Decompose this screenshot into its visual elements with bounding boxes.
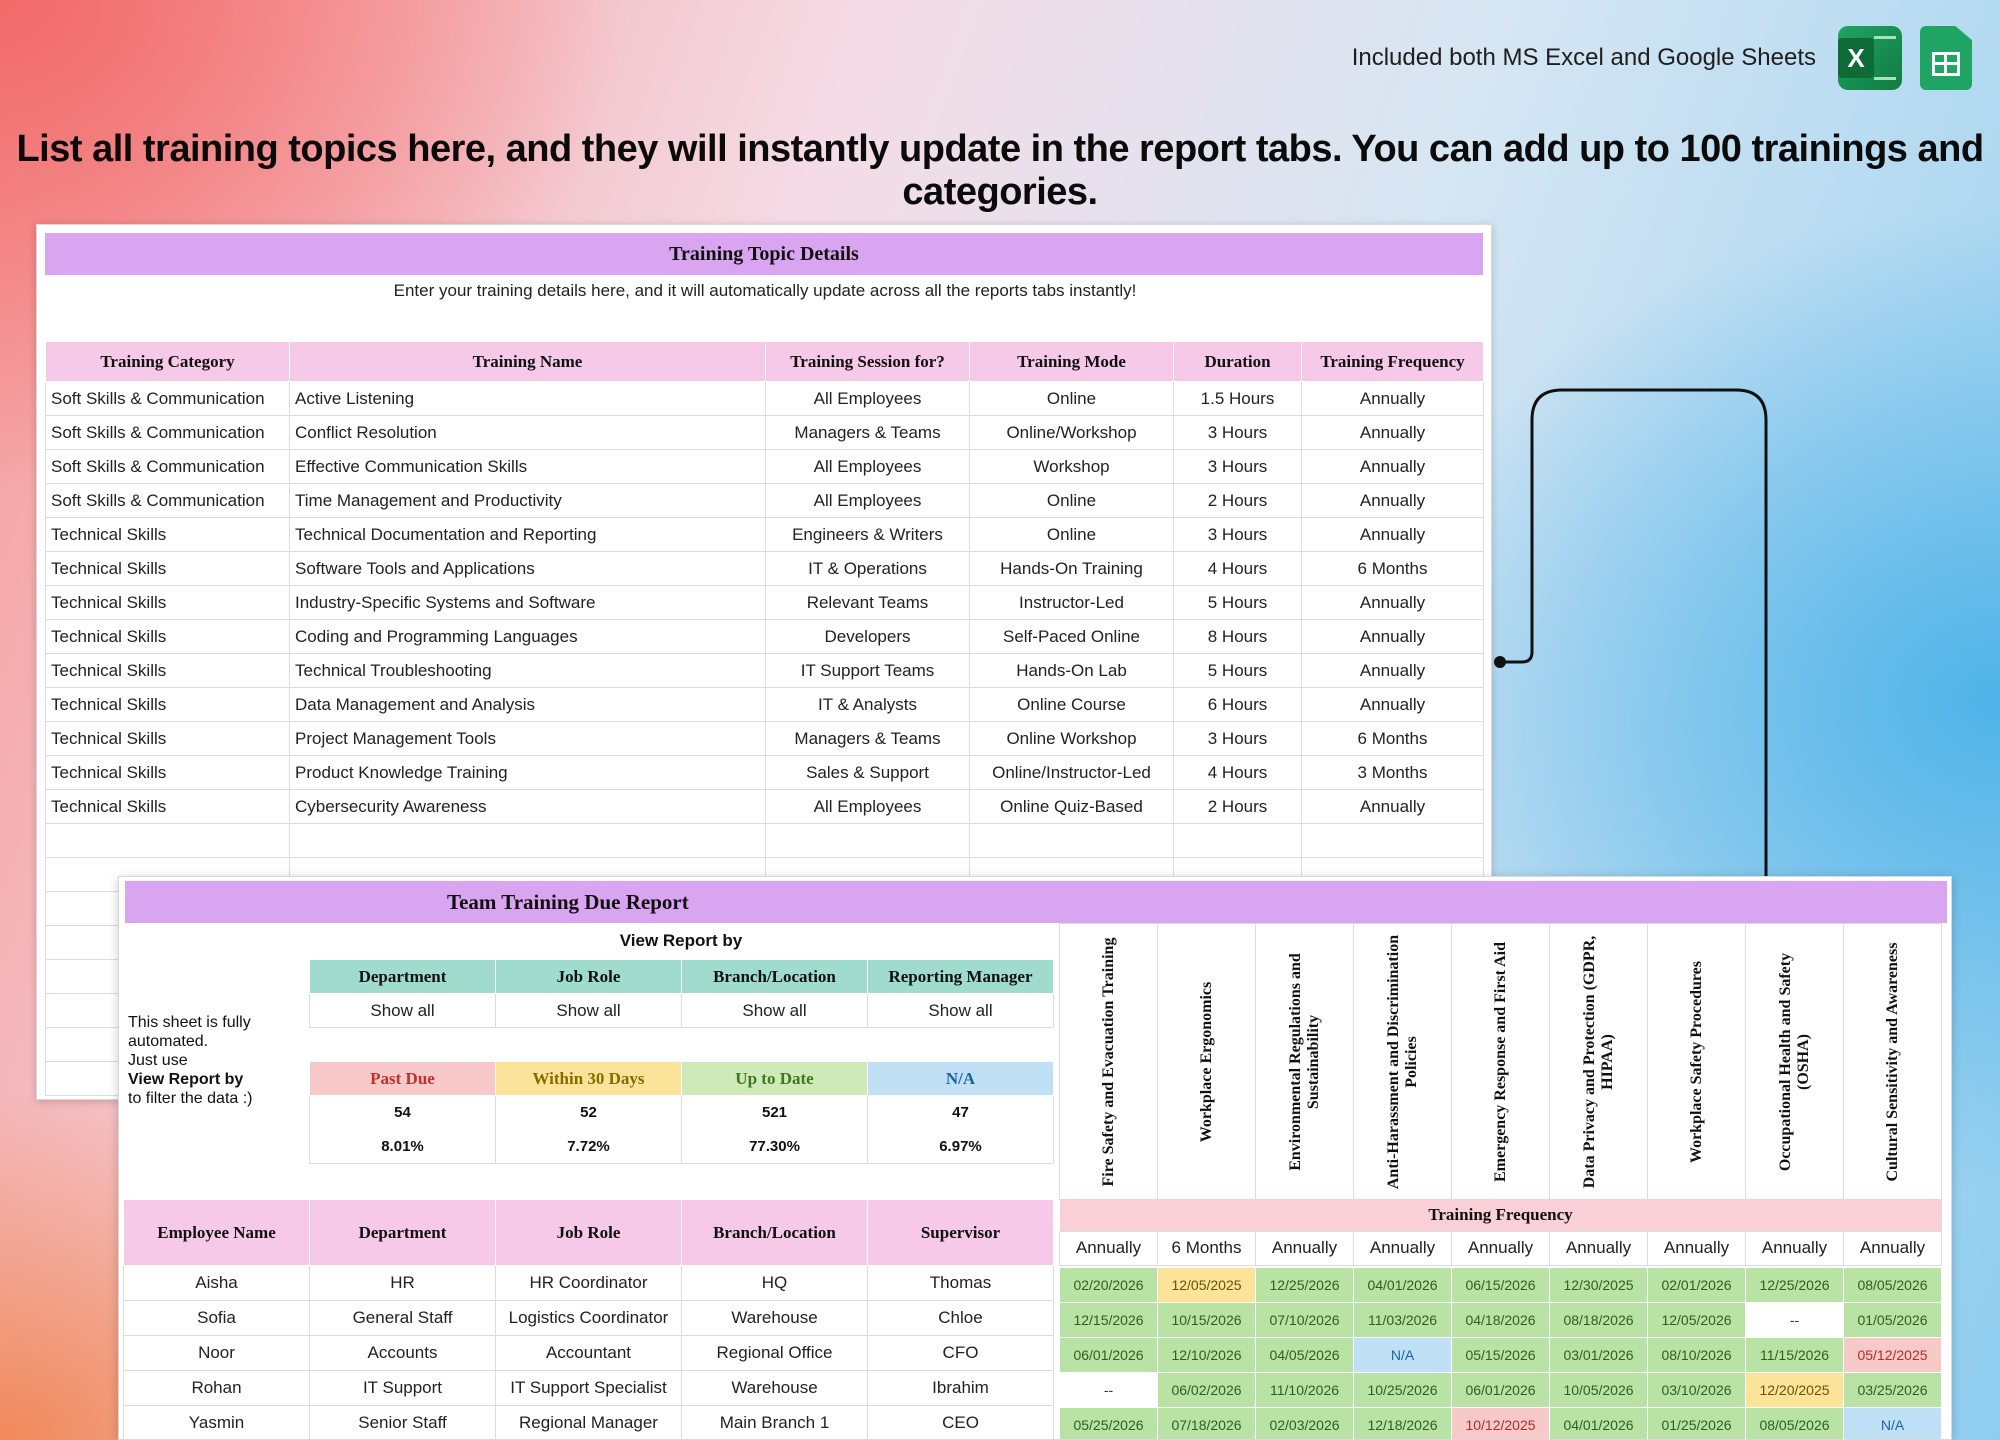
employee-table	[123, 1199, 1054, 1440]
training-column-header	[1452, 924, 1550, 1200]
table-cell[interactable]: Online Quiz-Based	[970, 790, 1174, 824]
table-cell[interactable]: 1.5 Hours	[1174, 382, 1302, 416]
due-date-cell[interactable]: 08/10/2026	[1648, 1338, 1746, 1373]
due-date-cell[interactable]: 06/01/2026	[1060, 1338, 1158, 1373]
table-cell[interactable]: Annually	[1302, 382, 1484, 416]
training-column-header	[1354, 924, 1452, 1200]
frequency-cell: Annually	[1648, 1231, 1746, 1265]
table-cell[interactable]: CFO	[868, 1336, 1054, 1371]
table-cell[interactable]: Workshop	[970, 450, 1174, 484]
table-cell[interactable]: All Employees	[766, 450, 970, 484]
headline: List all training topics here, and they will instantly update in the report tabs. You can add up to 100 trainings and categories.	[16, 128, 1984, 213]
table-cell[interactable]: Chloe	[868, 1301, 1054, 1336]
table-cell[interactable]: Regional Manager	[496, 1406, 682, 1440]
table-cell[interactable]: Software Tools and Applications	[290, 552, 766, 586]
table-cell[interactable]: HR Coordinator	[496, 1266, 682, 1301]
header-note: Included both MS Excel and Google Sheets	[1351, 44, 1816, 71]
due-date-row	[1060, 1373, 1942, 1408]
table-cell[interactable]: General Staff	[310, 1301, 496, 1336]
due-date-cell[interactable]: 10/15/2026	[1158, 1303, 1256, 1338]
table-cell[interactable]: 6 Months	[1302, 552, 1484, 586]
table-cell[interactable]: Senior Staff	[310, 1406, 496, 1440]
table-cell[interactable]: Online	[970, 484, 1174, 518]
status-percent: 77.30%	[682, 1130, 868, 1164]
due-date-cell[interactable]: 07/18/2026	[1158, 1408, 1256, 1440]
table-cell[interactable]: Time Management and Productivity	[290, 484, 766, 518]
due-date-cell[interactable]: 12/15/2026	[1060, 1303, 1158, 1338]
due-date-row	[1060, 1408, 1942, 1440]
due-date-cell[interactable]: 03/01/2026	[1550, 1338, 1648, 1373]
table-cell[interactable]: Annually	[1302, 654, 1484, 688]
due-date-cell[interactable]: N/A	[1354, 1338, 1452, 1373]
due-date-cell[interactable]: 03/25/2026	[1844, 1373, 1942, 1408]
table-cell[interactable]: 2 Hours	[1174, 790, 1302, 824]
due-date-cell[interactable]: 10/25/2026	[1354, 1373, 1452, 1408]
table-row	[124, 1301, 1054, 1336]
table-cell[interactable]: IT & Analysts	[766, 688, 970, 722]
table-cell[interactable]: Technical Skills	[46, 790, 290, 824]
due-date-cell[interactable]: 03/10/2026	[1648, 1373, 1746, 1408]
due-date-cell[interactable]: 12/25/2026	[1746, 1268, 1844, 1303]
column-header: Branch/Location	[682, 1200, 868, 1266]
status-percent: 7.72%	[496, 1130, 682, 1164]
excel-letter: X	[1838, 38, 1874, 78]
table-cell[interactable]: Online	[970, 518, 1174, 552]
filter-dropdown[interactable]: Show all	[682, 994, 868, 1028]
table-cell[interactable]: Technical Troubleshooting	[290, 654, 766, 688]
due-date-cell[interactable]: 04/01/2026	[1550, 1408, 1648, 1440]
due-date-cell[interactable]: 05/12/2025	[1844, 1338, 1942, 1373]
table-cell[interactable]: Technical Documentation and Reporting	[290, 518, 766, 552]
table-cell[interactable]: All Employees	[766, 484, 970, 518]
filter-label: Branch/Location	[682, 960, 868, 994]
table-cell[interactable]: 6 Hours	[1174, 688, 1302, 722]
due-date-cell[interactable]: 04/18/2026	[1452, 1303, 1550, 1338]
filter-label: Job Role	[496, 960, 682, 994]
table-row	[124, 1371, 1054, 1406]
table-cell[interactable]: Technical Skills	[46, 518, 290, 552]
due-date-row	[1060, 1338, 1942, 1373]
status-label: N/A	[868, 1062, 1054, 1096]
table-cell[interactable]: Effective Communication Skills	[290, 450, 766, 484]
table-cell[interactable]: Engineers & Writers	[766, 518, 970, 552]
table-cell[interactable]: Technical Skills	[46, 654, 290, 688]
table-cell[interactable]: 5 Hours	[1174, 654, 1302, 688]
due-dates-grid	[1059, 1267, 1942, 1440]
table-cell[interactable]: Self-Paced Online	[970, 620, 1174, 654]
due-date-cell[interactable]: 01/05/2026	[1844, 1303, 1942, 1338]
table-cell[interactable]: Active Listening	[290, 382, 766, 416]
table-cell[interactable]: CEO	[868, 1406, 1054, 1440]
table-cell[interactable]: Ibrahim	[868, 1371, 1054, 1406]
due-date-cell[interactable]: 04/05/2026	[1256, 1338, 1354, 1373]
sheet-title: Training Topic Details	[45, 233, 1483, 275]
column-header: Training Frequency	[1302, 342, 1484, 382]
status-label: Within 30 Days	[496, 1062, 682, 1096]
due-date-cell[interactable]: --	[1060, 1373, 1158, 1408]
table-cell[interactable]: Annually	[1302, 484, 1484, 518]
frequency-cell: Annually	[1060, 1231, 1158, 1265]
table-cell[interactable]: Hands-On Lab	[970, 654, 1174, 688]
table-cell[interactable]: Annually	[1302, 518, 1484, 552]
table-cell[interactable]: All Employees	[766, 790, 970, 824]
due-date-cell[interactable]: 12/25/2026	[1256, 1268, 1354, 1303]
table-cell[interactable]: Yasmin	[124, 1406, 310, 1440]
status-count: 54	[310, 1096, 496, 1130]
training-column-label: Workplace Safety Procedures	[1687, 960, 1705, 1163]
status-count: 47	[868, 1096, 1054, 1130]
status-label: Up to Date	[682, 1062, 868, 1096]
due-date-cell[interactable]: 02/01/2026	[1648, 1268, 1746, 1303]
team-training-due-report	[118, 876, 1952, 1440]
table-cell[interactable]: 3 Hours	[1174, 416, 1302, 450]
table-cell[interactable]: Technical Skills	[46, 620, 290, 654]
column-header: Supervisor	[868, 1200, 1054, 1266]
column-header: Employee Name	[124, 1200, 310, 1266]
table-cell[interactable]: Technical Skills	[46, 722, 290, 756]
status-label: Past Due	[310, 1062, 496, 1096]
filter-dropdown[interactable]: Show all	[868, 994, 1054, 1028]
table-cell[interactable]: Coding and Programming Languages	[290, 620, 766, 654]
table-row	[124, 1406, 1054, 1440]
status-summary-table	[309, 1061, 1054, 1164]
due-date-cell[interactable]: 10/05/2026	[1550, 1373, 1648, 1408]
table-cell[interactable]: Managers & Teams	[766, 722, 970, 756]
table-cell[interactable]: 4 Hours	[1174, 552, 1302, 586]
table-cell[interactable]: Product Knowledge Training	[290, 756, 766, 790]
table-cell[interactable]: Accounts	[310, 1336, 496, 1371]
training-column-header	[1158, 924, 1256, 1200]
training-column-header	[1060, 924, 1158, 1200]
training-column-header	[1256, 924, 1354, 1200]
table-cell[interactable]: IT Support Teams	[766, 654, 970, 688]
table-cell[interactable]: Data Management and Analysis	[290, 688, 766, 722]
due-date-cell[interactable]: 02/20/2026	[1060, 1268, 1158, 1303]
table-cell[interactable]: Warehouse	[682, 1301, 868, 1336]
table-cell[interactable]: Aisha	[124, 1266, 310, 1301]
frequency-cell: Annually	[1354, 1231, 1452, 1265]
training-column-label: Occupational Health and Safety (OSHA)	[1776, 952, 1812, 1171]
filter-table	[309, 959, 1054, 1028]
due-date-cell[interactable]: 11/03/2026	[1354, 1303, 1452, 1338]
table-cell[interactable]: Soft Skills & Communication	[46, 416, 290, 450]
frequency-cell: Annually	[1452, 1231, 1550, 1265]
table-cell[interactable]: Main Branch 1	[682, 1406, 868, 1440]
table-cell[interactable]: 3 Hours	[1174, 722, 1302, 756]
table-cell[interactable]: Technical Skills	[46, 586, 290, 620]
due-date-cell[interactable]: 06/01/2026	[1452, 1373, 1550, 1408]
column-header: Training Mode	[970, 342, 1174, 382]
table-cell[interactable]: Online Course	[970, 688, 1174, 722]
table-cell[interactable]: Relevant Teams	[766, 586, 970, 620]
due-date-cell[interactable]: 12/05/2025	[1158, 1268, 1256, 1303]
status-percent: 6.97%	[868, 1130, 1054, 1164]
table-cell[interactable]: 3 Hours	[1174, 518, 1302, 552]
due-date-cell[interactable]: 04/01/2026	[1354, 1268, 1452, 1303]
table-cell[interactable]: Conflict Resolution	[290, 416, 766, 450]
table-row	[124, 1266, 1054, 1301]
due-date-cell[interactable]: N/A	[1844, 1408, 1942, 1440]
sheet-subtitle: Enter your training details here, and it will automatically update across all the reports tabs instantly!	[393, 281, 1137, 300]
table-cell[interactable]: Developers	[766, 620, 970, 654]
table-cell[interactable]: Annually	[1302, 620, 1484, 654]
frequency-cell: Annually	[1746, 1231, 1844, 1265]
table-cell[interactable]: 3 Months	[1302, 756, 1484, 790]
training-column-label: Environmental Regulations and Sustainability	[1286, 952, 1322, 1171]
training-column-label: Fire Safety and Evacuation Training	[1099, 937, 1117, 1186]
due-date-cell[interactable]: 05/15/2026	[1452, 1338, 1550, 1373]
table-cell[interactable]: All Employees	[766, 382, 970, 416]
table-cell[interactable]: Technical Skills	[46, 756, 290, 790]
training-column-header	[1648, 924, 1746, 1200]
due-date-cell[interactable]: 11/10/2026	[1256, 1373, 1354, 1408]
table-cell[interactable]: Regional Office	[682, 1336, 868, 1371]
table-cell[interactable]: Noor	[124, 1336, 310, 1371]
due-date-cell[interactable]: 01/25/2026	[1648, 1408, 1746, 1440]
table-cell[interactable]: Cybersecurity Awareness	[290, 790, 766, 824]
table-cell[interactable]: Annually	[1302, 450, 1484, 484]
frequency-cell: Annually	[1844, 1231, 1942, 1265]
status-count: 521	[682, 1096, 868, 1130]
training-column-label: Anti-Harassment and Discrimination Policies	[1384, 934, 1420, 1189]
column-header: Department	[310, 1200, 496, 1266]
due-date-cell[interactable]: 07/10/2026	[1256, 1303, 1354, 1338]
training-column-header	[1550, 924, 1648, 1200]
column-header: Training Name	[290, 342, 766, 382]
table-cell[interactable]: Thomas	[868, 1266, 1054, 1301]
filter-label: Department	[310, 960, 496, 994]
due-date-cell[interactable]: 12/10/2026	[1158, 1338, 1256, 1373]
table-cell[interactable]: IT & Operations	[766, 552, 970, 586]
training-column-label: Data Privacy and Protection (GDPR, HIPAA)	[1580, 935, 1616, 1188]
status-percent: 8.01%	[310, 1130, 496, 1164]
column-header: Training Category	[46, 342, 290, 382]
table-cell[interactable]: Online	[970, 382, 1174, 416]
table-cell[interactable]: Accountant	[496, 1336, 682, 1371]
table-cell[interactable]: Instructor-Led	[970, 586, 1174, 620]
table-cell[interactable]: Technical Skills	[46, 688, 290, 722]
due-date-cell[interactable]: --	[1746, 1303, 1844, 1338]
due-date-cell[interactable]: 08/18/2026	[1550, 1303, 1648, 1338]
due-date-row	[1060, 1303, 1942, 1338]
table-cell[interactable]: 3 Hours	[1174, 450, 1302, 484]
table-cell[interactable]: Technical Skills	[46, 552, 290, 586]
training-frequency-table	[1059, 1199, 1942, 1266]
filter-dropdown[interactable]: Show all	[310, 994, 496, 1028]
table-cell[interactable]: Annually	[1302, 790, 1484, 824]
frequency-cell: Annually	[1256, 1231, 1354, 1265]
due-date-cell[interactable]: 11/15/2026	[1746, 1338, 1844, 1373]
table-cell[interactable]: Logistics Coordinator	[496, 1301, 682, 1336]
training-column-label: Cultural Sensitivity and Awareness	[1883, 942, 1901, 1181]
due-date-cell[interactable]: 02/03/2026	[1256, 1408, 1354, 1440]
training-column-label: Workplace Ergonomics	[1197, 981, 1215, 1142]
table-cell[interactable]: Online/Instructor-Led	[970, 756, 1174, 790]
due-date-cell[interactable]: 12/20/2025	[1746, 1373, 1844, 1408]
status-count: 52	[496, 1096, 682, 1130]
table-cell[interactable]: Annually	[1302, 416, 1484, 450]
training-column-header	[1746, 924, 1844, 1200]
column-header: Job Role	[496, 1200, 682, 1266]
table-cell[interactable]: 8 Hours	[1174, 620, 1302, 654]
column-header: Training Session for?	[766, 342, 970, 382]
table-cell[interactable]: HR	[310, 1266, 496, 1301]
filter-label: Reporting Manager	[868, 960, 1054, 994]
table-cell[interactable]: Sofia	[124, 1301, 310, 1336]
table-cell[interactable]: 4 Hours	[1174, 756, 1302, 790]
table-cell[interactable]: Soft Skills & Communication	[46, 484, 290, 518]
due-date-row	[1060, 1268, 1942, 1303]
table-cell[interactable]: Rohan	[124, 1371, 310, 1406]
training-column-header	[1844, 924, 1942, 1200]
due-date-cell[interactable]: 12/05/2026	[1648, 1303, 1746, 1338]
table-cell[interactable]: Online Workshop	[970, 722, 1174, 756]
table-row	[124, 1336, 1054, 1371]
frequency-cell: 6 Months	[1158, 1231, 1256, 1265]
due-date-cell[interactable]: 08/05/2026	[1746, 1408, 1844, 1440]
table-cell[interactable]: IT Support	[310, 1371, 496, 1406]
table-cell[interactable]: Sales & Support	[766, 756, 970, 790]
due-date-cell[interactable]: 12/18/2026	[1354, 1408, 1452, 1440]
view-report-by-label: View Report by	[619, 931, 743, 950]
table-cell[interactable]: Managers & Teams	[766, 416, 970, 450]
table-cell[interactable]: HQ	[682, 1266, 868, 1301]
table-cell[interactable]: 2 Hours	[1174, 484, 1302, 518]
due-date-cell[interactable]: 08/05/2026	[1844, 1268, 1942, 1303]
due-date-cell[interactable]: 06/02/2026	[1158, 1373, 1256, 1408]
due-date-cell[interactable]: 06/15/2026	[1452, 1268, 1550, 1303]
table-cell[interactable]: Online/Workshop	[970, 416, 1174, 450]
table-cell[interactable]: Annually	[1302, 586, 1484, 620]
report-title: Team Training Due Report	[447, 890, 689, 914]
filter-dropdown[interactable]: Show all	[496, 994, 682, 1028]
training-column-label: Emergency Response and First Aid	[1491, 941, 1509, 1182]
table-cell[interactable]: 5 Hours	[1174, 586, 1302, 620]
due-date-cell[interactable]: 10/12/2025	[1452, 1408, 1550, 1440]
table-cell[interactable]: Project Management Tools	[290, 722, 766, 756]
table-cell[interactable]: Soft Skills & Communication	[46, 450, 290, 484]
table-cell[interactable]: 6 Months	[1302, 722, 1484, 756]
due-date-cell[interactable]: 05/25/2026	[1060, 1408, 1158, 1440]
training-columns-header	[1059, 923, 1942, 1200]
table-cell[interactable]: Annually	[1302, 688, 1484, 722]
column-header: Duration	[1174, 342, 1302, 382]
table-cell[interactable]: IT Support Specialist	[496, 1371, 682, 1406]
automation-note: This sheet is fully automated. Just use View Report by to filter the data :)	[128, 1014, 253, 1107]
frequency-title: Training Frequency	[1060, 1199, 1942, 1231]
table-cell[interactable]: Industry-Specific Systems and Software	[290, 586, 766, 620]
frequency-cell: Annually	[1550, 1231, 1648, 1265]
table-cell[interactable]: Hands-On Training	[970, 552, 1174, 586]
table-cell[interactable]: Soft Skills & Communication	[46, 382, 290, 416]
table-cell[interactable]: Warehouse	[682, 1371, 868, 1406]
due-date-cell[interactable]: 12/30/2025	[1550, 1268, 1648, 1303]
